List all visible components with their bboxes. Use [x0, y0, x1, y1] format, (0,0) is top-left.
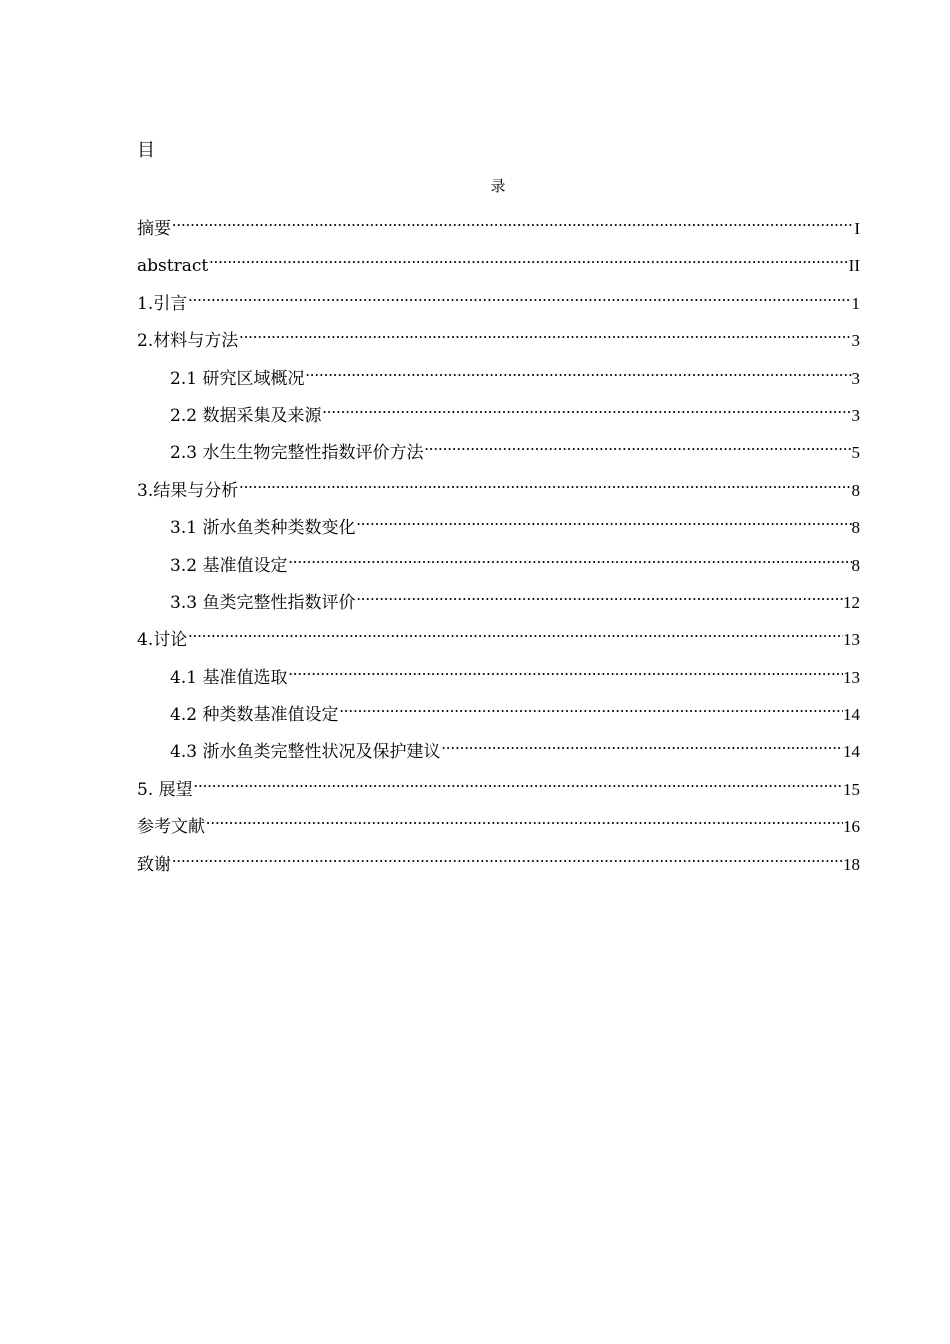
toc-entry-label: 4.2 种类数基准值设定 — [170, 705, 339, 726]
toc-entry-label: 3.1 浙水鱼类种类数变化 — [170, 518, 356, 539]
toc-entry[interactable] — [137, 470, 860, 507]
toc-entry-page-number: 8 — [851, 480, 860, 500]
toc-entry[interactable] — [137, 245, 860, 282]
toc-entry[interactable] — [137, 694, 860, 731]
toc-dot-leader — [440, 731, 843, 757]
toc-entry-page-number: 13 — [843, 630, 860, 650]
toc-entry[interactable] — [137, 208, 860, 245]
toc-dot-leader — [187, 619, 843, 645]
toc-entry-page-number: 15 — [843, 779, 860, 799]
toc-entry[interactable] — [137, 432, 860, 469]
toc-entry-label: 参考文献 — [137, 817, 205, 838]
toc-heading-part-2: 录 — [490, 177, 506, 195]
toc-entry-label: abstract — [137, 256, 209, 277]
toc-heading-part-1: 目 — [137, 140, 155, 161]
toc-dot-leader — [193, 769, 843, 795]
toc-dot-leader — [287, 657, 843, 683]
toc-dot-leader — [208, 245, 848, 271]
toc-entry-label: 2.1 研究区域概况 — [170, 368, 305, 389]
toc-entry[interactable] — [137, 395, 860, 432]
toc-entry-page-number: 8 — [851, 518, 860, 538]
toc-entry-label: 3.2 基准值设定 — [170, 555, 288, 576]
toc-entry-label: 3.结果与分析 — [137, 480, 239, 501]
toc-entry-label: 致谢 — [137, 854, 171, 875]
toc-dot-leader — [338, 694, 843, 720]
toc-entry-label: 4.3 浙水鱼类完整性状况及保护建议 — [170, 742, 441, 763]
toc-dot-leader — [238, 470, 851, 496]
toc-entry-label: 4.1 基准值选取 — [170, 667, 288, 688]
toc-entry-page-number: 5 — [851, 443, 860, 463]
toc-dot-leader — [423, 432, 851, 458]
toc-dot-leader — [321, 395, 851, 421]
toc-entry-label: 2.3 水生生物完整性指数评价方法 — [170, 443, 424, 464]
toc-entry-page-number: I — [854, 219, 860, 238]
toc-entry[interactable] — [137, 545, 860, 582]
toc-entry-page-number: 16 — [843, 817, 860, 837]
toc-dot-leader — [304, 358, 851, 384]
toc-entry-page-number: 14 — [843, 705, 860, 725]
toc-entry-page-number: 12 — [843, 592, 860, 612]
toc-entry-page-number: II — [848, 256, 860, 276]
toc-dot-leader — [187, 283, 851, 309]
toc-entry[interactable] — [137, 806, 860, 843]
toc-entry[interactable] — [137, 320, 860, 357]
toc-entry-page-number: 13 — [843, 667, 860, 687]
toc-entry[interactable] — [137, 619, 860, 656]
toc-dot-leader — [355, 507, 851, 533]
toc-entry-label: 2.2 数据采集及来源 — [170, 405, 322, 426]
toc-entry-page-number: 18 — [843, 854, 860, 874]
toc-entry-page-number: 8 — [851, 555, 860, 575]
toc-entry-page-number: 1 — [851, 293, 860, 313]
toc-dot-leader — [287, 545, 851, 571]
toc-entry[interactable] — [137, 507, 860, 544]
toc-entry-label: 摘要 — [137, 219, 171, 239]
toc-entry[interactable] — [137, 731, 860, 768]
toc-dot-leader — [238, 320, 851, 346]
toc-entry-page-number: 3 — [851, 331, 860, 351]
toc-dot-leader — [171, 844, 843, 870]
toc-entry-label: 4.讨论 — [137, 630, 188, 651]
toc-dot-leader — [355, 582, 843, 608]
toc-dot-leader — [171, 208, 854, 234]
toc-entry[interactable] — [137, 582, 860, 619]
table-of-contents — [137, 208, 860, 881]
toc-entry-label: 5. 展望 — [137, 779, 193, 800]
toc-dot-leader — [205, 806, 843, 832]
toc-entry[interactable] — [137, 769, 860, 806]
toc-entry-label: 1.引言 — [137, 293, 188, 314]
toc-entry-page-number: 14 — [843, 742, 860, 762]
toc-entry-label: 3.3 鱼类完整性指数评价 — [170, 592, 356, 613]
toc-entry-label: 2.材料与方法 — [137, 331, 239, 352]
toc-entry[interactable] — [137, 358, 860, 395]
toc-entry-page-number: 3 — [851, 405, 860, 425]
toc-entry[interactable] — [137, 844, 860, 881]
toc-entry-page-number: 3 — [851, 368, 860, 388]
toc-entry[interactable] — [137, 283, 860, 320]
toc-entry[interactable] — [137, 657, 860, 694]
